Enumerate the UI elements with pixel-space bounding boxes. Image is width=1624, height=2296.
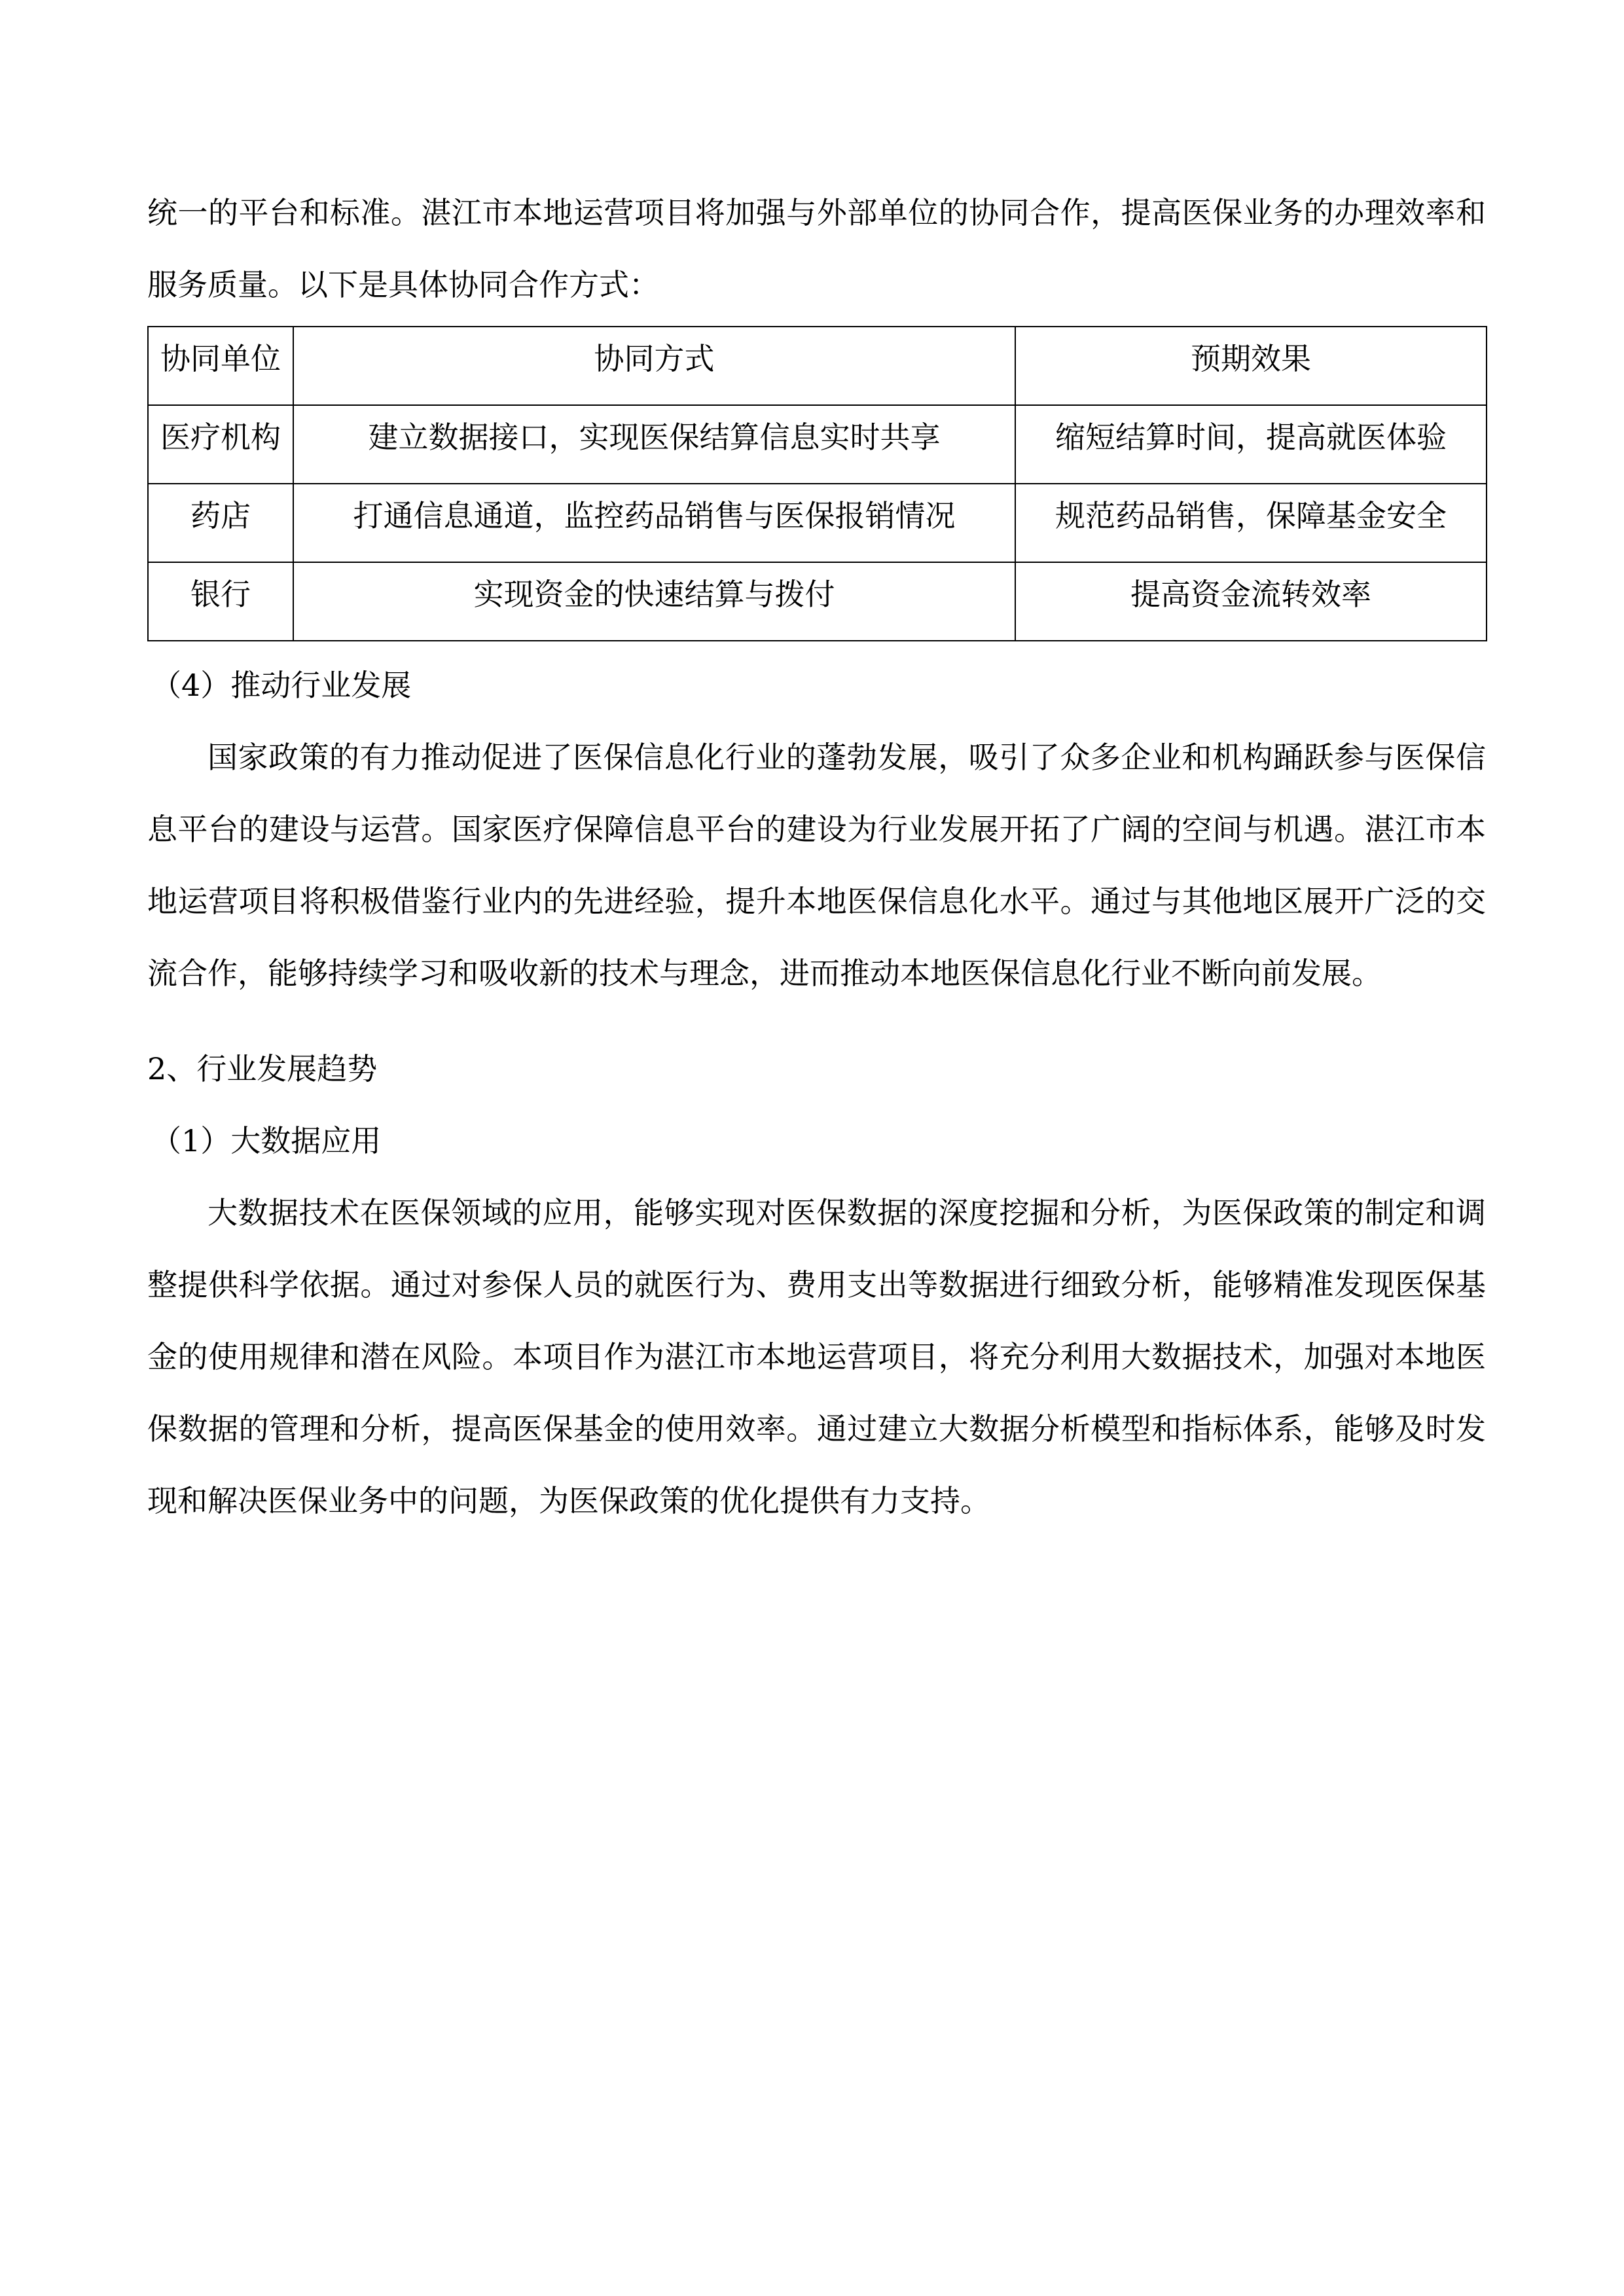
table-row [148,562,1487,641]
table-cell: 银行 [148,562,293,641]
table-row [148,484,1487,562]
subsection-1-paragraph: 大数据技术在医保领域的应用，能够实现对医保数据的深度挖掘和分析，为医保政策的制定和调整提供科学依据。通过对参保人员的就医行为、费用支出等数据进行细致分析，能够精准发现医保基金的使用规律和潜在风险。本项目作为湛江市本地运营项目，将充分利用大数据技术，加强对本地医保数据的管理和分析，提高医保基金的使用效率。通过建立大数据分析模型和指标体系，能够及时发现和解决医保业务中的问题，为医保政策的优化提供有力支持。 [147,1195,1486,1518]
cooperation-table [147,326,1487,641]
section-4-paragraph: 国家政策的有力推动促进了医保信息化行业的蓬勃发展，吸引了众多企业和机构踊跃参与医保信息平台的建设与运营。国家医疗保障信息平台的建设为行业发展开拓了广阔的空间与机遇。湛江市本地运营项目将积极借鉴行业内的先进经验，提升本地医保信息化水平。通过与其他地区展开广泛的交流合作，能够持续学习和吸收新的技术与理念，进而推动本地医保信息化行业不断向前发展。 [147,740,1486,991]
table-cell: 实现资金的快速结算与拨付 [293,562,1015,641]
table-header-row [148,327,1487,405]
table-cell: 医疗机构 [148,405,293,484]
subsection-1-heading: （1）大数据应用 [151,1123,382,1158]
table-cell: 建立数据接口，实现医保结算信息实时共享 [293,405,1015,484]
table-cell: 打通信息通道，监控药品销售与医保报销情况 [293,484,1015,562]
table-header-cell: 预期效果 [1015,327,1487,405]
table-header-cell: 协同方式 [293,327,1015,405]
intro-paragraph: 统一的平台和标准。湛江市本地运营项目将加强与外部单位的协同合作，提高医保业务的办理效率和服务质量。以下是具体协同合作方式： [147,195,1486,302]
section-2-heading: 2、行业发展趋势 [147,1051,378,1086]
table-cell: 缩短结算时间，提高就医体验 [1015,405,1487,484]
section-4-heading: （4）推动行业发展 [151,668,412,703]
table-row [148,405,1487,484]
table-header-cell: 协同单位 [148,327,293,405]
table-cell: 提高资金流转效率 [1015,562,1487,641]
document-page [147,177,1486,1537]
table-cell: 药店 [148,484,293,562]
table-cell: 规范药品销售，保障基金安全 [1015,484,1487,562]
